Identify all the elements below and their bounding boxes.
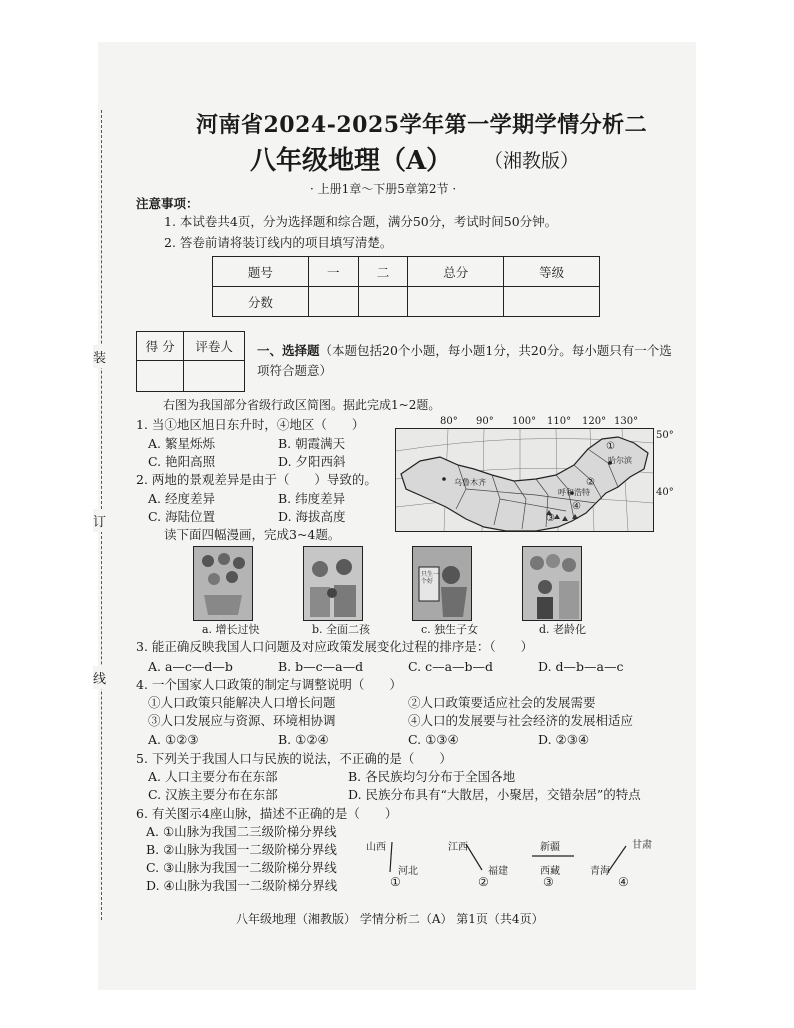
q2-option-a[interactable]: A. 经度差异 <box>148 491 215 506</box>
q4-stem: 4. 一个国家人口政策的制定与调整说明（ ） <box>136 677 402 692</box>
score-table-row-label: 分数 <box>213 287 309 317</box>
comic-a-image <box>193 546 253 621</box>
map-marker-4: ④ <box>572 501 581 512</box>
comic-b-caption: b. 全面二孩 <box>312 623 371 636</box>
scope-label: · 上册1章～下册5章第2节 · <box>310 182 457 196</box>
m1-number: ① <box>390 875 401 889</box>
map-lon-130: 130° <box>614 416 639 427</box>
m4-left: 青海 <box>590 866 610 877</box>
score-table-header: 等级 <box>504 257 600 287</box>
m3-top: 新疆 <box>540 842 560 853</box>
score-cell[interactable] <box>358 287 408 317</box>
comic-c-sign: 只生一个好 <box>421 571 440 585</box>
map-lat-50: 50° <box>656 430 674 441</box>
q2-stem: 2. 两地的景观差异是由于（ ）导致的。 <box>136 472 377 487</box>
section-1-heading <box>257 342 672 359</box>
q1-option-b[interactable]: B. 朝霞满天 <box>278 436 346 451</box>
m3-bottom: 西藏 <box>540 866 560 877</box>
q5-option-a[interactable]: A. 人口主要分布在东部 <box>148 769 278 784</box>
intro-q1-2: 右图为我国部分省级行政区简图。据此完成1~2题。 <box>163 398 441 412</box>
comic-b-image <box>303 546 363 621</box>
score-table-header: 二 <box>358 257 408 287</box>
grader-score-cell[interactable] <box>137 361 184 392</box>
q2-option-c[interactable]: C. 海陆位置 <box>148 509 216 524</box>
m2-right: 福建 <box>488 866 508 877</box>
map-label-hohhot: 呼和浩特 <box>558 488 590 497</box>
binding-char-zhuang: 装 <box>93 345 106 368</box>
q3-option-d[interactable]: D. d—b—a—c <box>538 659 624 674</box>
m4-right: 甘肃 <box>632 840 652 851</box>
q6-stem: 6. 有关图示4座山脉，描述不正确的是（ ） <box>136 806 398 821</box>
q5-option-c[interactable]: C. 汉族主要分布在东部 <box>148 787 278 802</box>
q4-statement-2: ②人口政策要适应社会的发展需要 <box>408 695 596 710</box>
q5-option-d[interactable]: D. 民族分布具有“大散居，小聚居，交错杂居”的特点 <box>348 787 641 802</box>
notice-item-2: 2. 答卷前请将装订线内的项目填写清楚。 <box>164 235 393 250</box>
q5-option-b[interactable]: B. 各民族均匀分布于全国各地 <box>348 769 516 784</box>
q6-option-b[interactable]: B. ②山脉为我国一二级阶梯分界线 <box>146 842 337 857</box>
map-lat-40: 40° <box>656 487 674 498</box>
q4-option-d[interactable]: D. ②③④ <box>538 732 590 747</box>
q3-option-c[interactable]: C. c—a—b—d <box>408 659 494 674</box>
map-marker-3: ③ <box>546 513 555 524</box>
score-table-header: 总分 <box>408 257 504 287</box>
map-lon-100: 100° <box>512 416 537 427</box>
m1-right: 河北 <box>398 866 418 877</box>
comic-c-caption: c. 独生子女 <box>421 623 479 636</box>
notice-heading: 注意事项： <box>136 196 199 211</box>
map-lon-80: 80° <box>440 416 458 427</box>
q1-option-c[interactable]: C. 艳阳高照 <box>148 454 216 469</box>
grader-box <box>136 331 245 392</box>
map-lon-90: 90° <box>476 416 494 427</box>
section-1-title: 一、选择题 <box>257 343 320 358</box>
m3-number: ③ <box>543 875 554 889</box>
comic-c-image <box>412 546 472 621</box>
map-lon-120: 120° <box>582 416 607 427</box>
exam-title: 河南省2024-2025学年第一学期学情分析二 <box>196 112 648 138</box>
comic-d-caption: d. 老龄化 <box>539 623 587 636</box>
binding-char-ding: 订 <box>93 509 106 532</box>
map-marker-1: ① <box>606 441 615 452</box>
subject-title: 八年级地理（A） <box>250 146 453 176</box>
m2-left: 江西 <box>448 842 468 853</box>
q1-stem: 1. 当①地区旭日东升时，④地区（ ） <box>136 417 365 432</box>
score-cell[interactable] <box>408 287 504 317</box>
q4-statement-4: ④人口的发展要与社会经济的发展相适应 <box>408 713 634 728</box>
q4-statement-3: ③人口发展应与资源、环境相协调 <box>148 713 336 728</box>
score-table-header: 一 <box>308 257 358 287</box>
grader-name-cell[interactable] <box>184 361 245 392</box>
q2-option-d[interactable]: D. 海拔高度 <box>278 509 346 524</box>
q6-option-d[interactable]: D. ④山脉为我国一二级阶梯分界线 <box>146 878 338 893</box>
q6-option-c[interactable]: C. ③山脉为我国一二级阶梯分界线 <box>146 860 337 875</box>
section-1-desc: （本题包括20个小题，每小题1分，共20分。每小题只有一个选 <box>319 343 672 358</box>
q3-option-b[interactable]: B. b—c—a—d <box>278 659 364 674</box>
grader-score-label: 得 分 <box>137 332 184 361</box>
binding-char-xian: 线 <box>93 666 106 689</box>
q4-option-c[interactable]: C. ①③④ <box>408 732 459 747</box>
comic-d-drawing <box>523 547 581 620</box>
q4-option-a[interactable]: A. ①②③ <box>148 732 199 747</box>
score-table <box>212 256 600 317</box>
q5-stem: 5. 下列关于我国人口与民族的说法，不正确的是（ ） <box>136 751 452 766</box>
m2-number: ② <box>478 875 489 889</box>
comic-d-image <box>522 546 582 621</box>
score-cell[interactable] <box>504 287 600 317</box>
m4-number: ④ <box>618 875 629 889</box>
map-lon-110: 110° <box>547 416 572 427</box>
m1-left: 山西 <box>366 842 386 853</box>
china-province-map <box>395 428 654 532</box>
q4-statement-1: ①人口政策只能解决人口增长问题 <box>148 695 336 710</box>
page-footer: 八年级地理（湘教版） 学情分析二（A） 第1页（共4页） <box>236 912 544 926</box>
map-label-harbin: 哈尔滨 <box>608 456 632 465</box>
score-cell[interactable] <box>308 287 358 317</box>
q4-option-b[interactable]: B. ①②④ <box>278 732 329 747</box>
comic-a-caption: a. 增长过快 <box>202 623 260 636</box>
q2-option-b[interactable]: B. 纬度差异 <box>278 491 346 506</box>
intro-q3-4: 读下面四幅漫画，完成3~4题。 <box>164 527 341 542</box>
notice-item-1: 1. 本试卷共4页，分为选择题和综合题，满分50分，考试时间50分钟。 <box>164 214 558 229</box>
q1-option-a[interactable]: A. 繁星烁烁 <box>148 436 215 451</box>
score-table-header: 题号 <box>213 257 309 287</box>
comic-a-drawing <box>194 547 252 620</box>
edition-label: （湘教版） <box>484 150 580 172</box>
q1-option-d[interactable]: D. 夕阳西斜 <box>278 454 346 469</box>
q6-option-a[interactable]: A. ①山脉为我国二三级阶梯分界线 <box>146 824 337 839</box>
map-label-urumqi: 乌鲁木齐 <box>454 478 486 487</box>
map-marker-2: ② <box>586 477 595 488</box>
section-1-desc-2: 项符合题意） <box>257 363 333 378</box>
q3-stem: 3. 能正确反映我国人口问题及对应政策发展变化过程的排序是：（ ） <box>136 639 534 654</box>
q3-option-a[interactable]: A. a—c—d—b <box>148 659 233 674</box>
grader-name-label: 评卷人 <box>184 332 245 361</box>
comic-b-drawing <box>304 547 362 620</box>
